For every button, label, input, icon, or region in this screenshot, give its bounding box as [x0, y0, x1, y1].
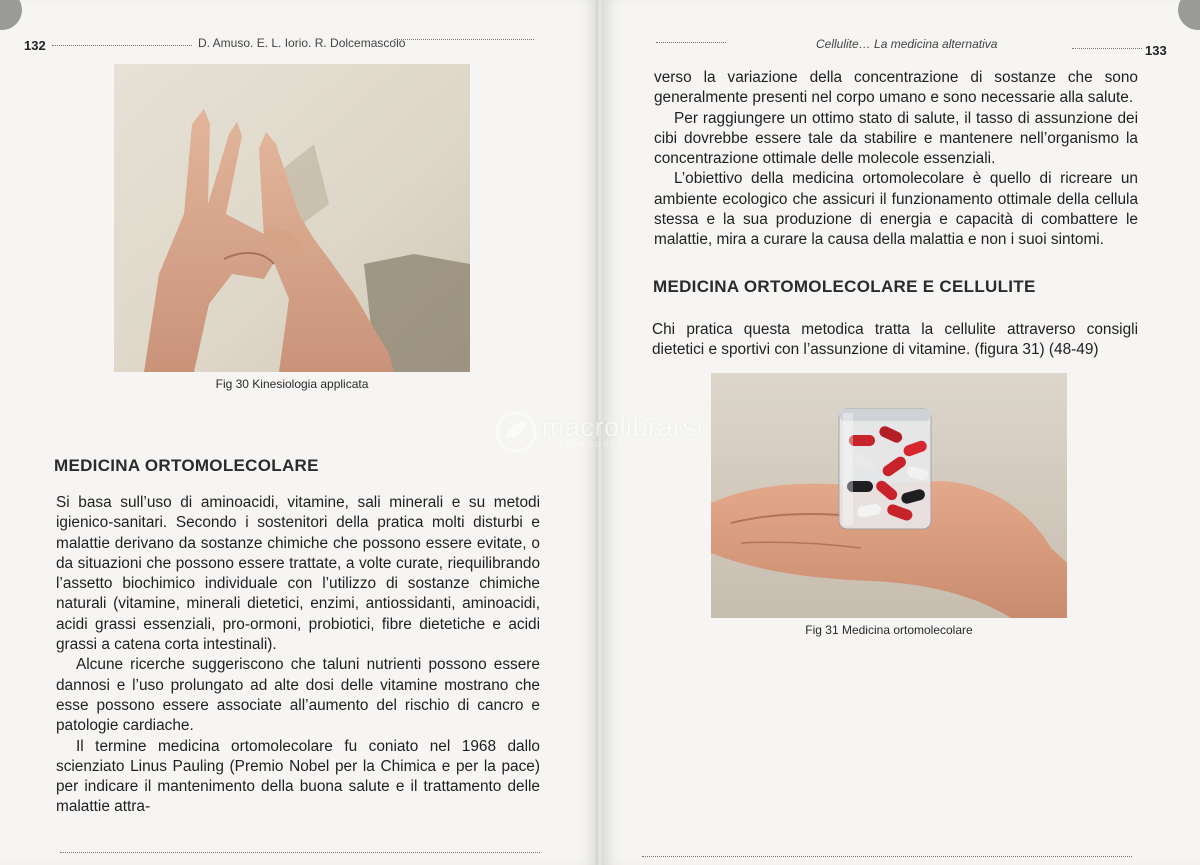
page-number: 133: [1145, 43, 1167, 58]
left-body-text: [56, 493, 540, 818]
watermark-logo: [494, 408, 724, 458]
running-head: Cellulite… La medicina alternativa: [816, 37, 998, 51]
leaf-logo-icon: [494, 410, 538, 454]
paragraph: L’obiettivo della medicina ortomolecolare è quello di ricreare un ambiente ecologico che assicuri il funzionamento ottimale della cellula stessa e la sua produzione di energia e capacità di combattere le malattie, mira a curare la causa della malattia e non i suoi sintomi.: [654, 170, 1138, 249]
figure-30-photo: [114, 64, 470, 372]
header-rule: [656, 42, 726, 43]
page-number: 132: [24, 38, 46, 53]
figure-31-caption: Fig 31 Medicina ortomolecolare: [805, 623, 973, 637]
figure-30-caption: Fig 30 Kinesiologia applicata: [215, 377, 369, 391]
footer-rule: [60, 852, 540, 853]
right-body-text: [654, 68, 1138, 251]
paragraph: Si basa sull’uso di aminoacidi, vitamine, sali minerali e su metodi igienico-sanitari. Secondo i sostenitori della pratica molti disturbi e malattie derivano da sostanze chimiche che possono essere evitate, o da situazioni che possono essere trattate, a volte curate, riequilibrando l’assetto biochimico individuale con l’utilizzo di sostanze chimiche naturali (vitamine, minerali dietetici, enzimi, antiossidanti, aminoacidi, acidi grassi essenziali, pro-ormoni, probiotici, fibre dietetiche e acidi grassi a catena corta intestinali).: [56, 494, 540, 654]
watermark-tagline: AUTOPRODOTTO IN ITALIA: [544, 442, 688, 449]
running-head: D. Amuso. E. L. Iorio. R. Dolcemascolo: [198, 36, 406, 50]
section-title: MEDICINA ORTOMOLECOLARE: [54, 456, 319, 475]
paragraph: Il termine medicina ortomolecolare fu coniato nel 1968 dallo scienziato Linus Pauling (Premio Nobel per la Chimica e per la pace) per indicare il mantenimento della buona salute e il trattamento delle malattie attra-: [56, 737, 540, 816]
paragraph: Chi pratica questa metodica tratta la cellulite attraverso consigli dietetici e sportivi con l’assunzione di vitamine. (figura 31) (48-49): [652, 321, 1138, 359]
watermark-brand: macrolibrarsi: [542, 412, 704, 442]
footer-rule: [642, 856, 1132, 857]
header-rule: [1072, 48, 1142, 49]
header-rule: [394, 39, 534, 40]
section-title: MEDICINA ORTOMOLECOLARE E CELLULITE: [653, 277, 1036, 296]
paragraph: verso la variazione della concentrazione di sostanze che sono generalmente presenti nel corpo umano e sono necessarie alla salute.: [654, 69, 1138, 107]
paragraph: Alcune ricerche suggeriscono che taluni nutrienti possono essere dannosi e l’uso prolungato ad alte dosi delle vitamine mostrano che esse possono essere associate all’aumento del rischio di cancro e patologie cardiache.: [56, 656, 540, 735]
header-rule: [52, 45, 192, 46]
figure-31-photo: [711, 373, 1067, 618]
page-corner: [1178, 0, 1200, 30]
paragraph: Per raggiungere un ottimo stato di salute, il tasso di assunzione dei cibi dovrebbe essere tale da stabilire e mantenere nell’organismo la concentrazione ottimale delle molecole essenziali.: [654, 109, 1138, 168]
page-corner: [0, 0, 22, 30]
section-body-text: [652, 320, 1138, 361]
